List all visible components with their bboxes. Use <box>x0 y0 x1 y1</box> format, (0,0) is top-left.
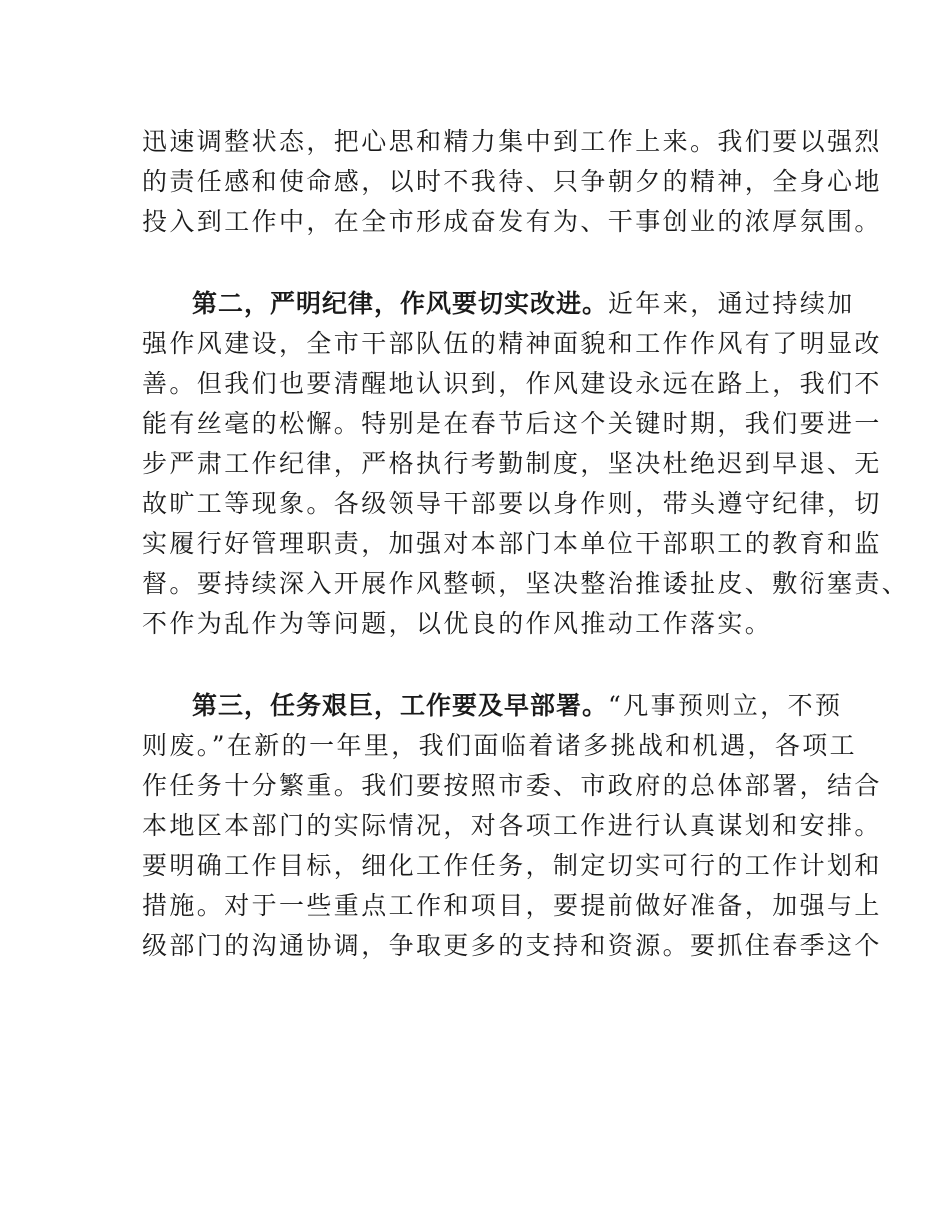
text-line: 步严肃工作纪律，严格执行考勤制度，坚决杜绝迟到早退、无 <box>142 449 882 478</box>
text-span: “凡事预则立，不预 <box>608 691 843 720</box>
text-line: 善。但我们也要清醒地认识到，作风建设永远在路上，我们不 <box>142 369 882 398</box>
paragraph-1 <box>142 122 882 242</box>
text-line-first <box>142 686 843 726</box>
text-line: 要明确工作目标，细化工作任务，制定切实可行的工作计划和 <box>142 851 882 880</box>
text-line: 投入到工作中，在全市形成奋发有为、干事创业的浓厚氛围。 <box>142 207 882 236</box>
section-heading: 第二，严明纪律，作风要切实改进。 <box>192 289 609 318</box>
text-line: 督。要持续深入开展作风整顿，坚决整治推诿扯皮、敷衍塞责、 <box>142 569 910 598</box>
text-line: 迅速调整状态，把心思和精力集中到工作上来。我们要以强烈 <box>142 127 882 156</box>
paragraph-gap <box>142 242 832 284</box>
text-line: 故旷工等现象。各级领导干部要以身作则，带头遵守纪律，切 <box>142 489 882 518</box>
text-line: 的责任感和使命感，以时不我待、只争朝夕的精神，全身心地 <box>142 167 882 196</box>
text-line: 级部门的沟通协调，争取更多的支持和资源。要抓住春季这个 <box>142 931 882 960</box>
text-line-first <box>142 284 855 324</box>
text-line: 实履行好管理职责，加强对本部门本单位干部职工的教育和监 <box>142 529 882 558</box>
paragraph-2 <box>142 284 910 644</box>
paragraph-3 <box>142 686 882 966</box>
text-line: 能有丝毫的松懈。特别是在春节后这个关键时期，我们要进一 <box>142 409 882 438</box>
text-line: 强作风建设，全市干部队伍的精神面貌和工作作风有了明显改 <box>142 329 882 358</box>
text-line: 本地区本部门的实际情况，对各项工作进行认真谋划和安排。 <box>142 811 882 840</box>
section-heading: 第三，任务艰巨，工作要及早部署。 <box>192 691 609 720</box>
text-line: 措施。对于一些重点工作和项目，要提前做好准备，加强与上 <box>142 891 882 920</box>
text-line: 则废。”在新的一年里，我们面临着诸多挑战和机遇，各项工 <box>142 731 858 760</box>
text-span: 近年来，通过持续加 <box>608 289 855 318</box>
text-line: 作任务十分繁重。我们要按照市委、市政府的总体部署，结合 <box>142 771 882 800</box>
paragraph-gap <box>142 644 832 686</box>
text-line: 不作为乱作为等问题，以优良的作风推动工作落实。 <box>142 609 773 638</box>
document-body <box>142 122 910 966</box>
